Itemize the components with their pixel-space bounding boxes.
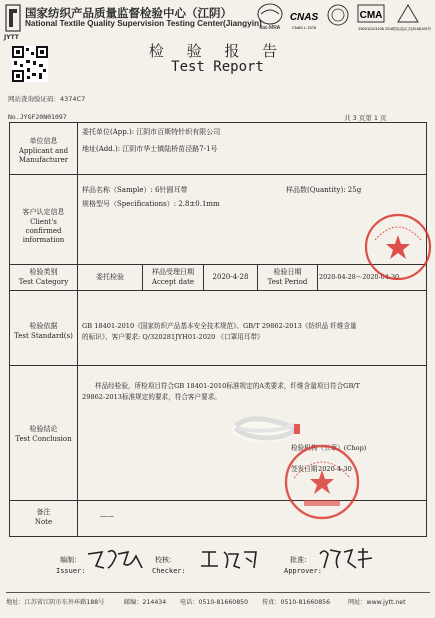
standard-line-1: GB 18401-2010《国家纺织产品基本安全技术规范》、GB/T 29862-2013《纺织品 纤维含量	[82, 322, 357, 330]
ilac-mra-icon	[256, 2, 284, 32]
issue-date-value: 2020-4-30	[318, 465, 352, 473]
client-label-cn: 客户认定信息	[22, 208, 65, 216]
accept-date-label-cn: 样品受理日期	[152, 268, 194, 276]
cal-mark-icon	[385, 2, 431, 32]
note-label-cn: 备注	[36, 508, 51, 516]
address-value: 地址(Add.): 江阴市华士镇陆桥苗泾路7-1号	[82, 145, 218, 153]
footer-phone: 电话：0510-81660850	[180, 599, 249, 606]
cma-number: 150011113106	[358, 26, 384, 31]
unit-label-en-2: Manufacturer	[18, 156, 69, 164]
footer-postcode: 邮编：214434	[124, 599, 167, 606]
cert-number-3: 2018国认监认字(2018)105号	[385, 27, 431, 31]
chop-label: 检验机构（公章）(Chop)	[291, 444, 367, 452]
standard-label-cn: 检验依据	[29, 322, 58, 330]
issuer-label-en: Issuer:	[56, 567, 86, 575]
conclusion-line-2: 29862-2013标准规定的要求，符合客户要求。	[82, 393, 221, 401]
china-cert-icon	[323, 2, 353, 32]
footer-fax: 传真：0510-81660856	[262, 599, 331, 606]
conclusion-label-cn: 检验结论	[29, 425, 58, 433]
logo-caption: JYTT	[4, 34, 19, 41]
issuer-label-cn: 编制：	[60, 556, 81, 564]
category-value: 委托检验	[96, 273, 124, 281]
cma-mark-label: CMA	[359, 10, 383, 21]
label-column-divider	[77, 122, 78, 537]
footer-address: 地址：江苏省江阴市东外环路188号	[6, 599, 105, 606]
issuer-signature	[84, 546, 148, 574]
row-divider-5	[9, 500, 427, 501]
org-name-en: National Textile Quality Supervision Testing Center(Jiangyin)	[25, 19, 262, 28]
accept-date-value: 2020-4-28	[212, 273, 249, 281]
table-border-right	[426, 122, 427, 537]
cnas-icon	[288, 2, 320, 32]
conclusion-label-en: Test Conclusion	[15, 435, 72, 443]
standard-label-en: Test Standard(s)	[14, 332, 73, 340]
client-label-en-2: confirmed	[25, 227, 62, 235]
applicant-value: 委托单位(App.): 江阴市百斯特针织有限公司	[82, 128, 221, 136]
client-label-en-1: Client's	[30, 218, 57, 226]
conclusion-line-1: 样品经检验，所检项目符合GB 18401-2010标准规定的A类要求，纤维含量项目符合GB/T	[95, 382, 360, 390]
unit-label-cn: 单位信息	[29, 137, 58, 145]
verify-code: 网站查询验证码：4374C7	[8, 95, 86, 103]
sample-spec: 规格型号（Specifications）: 2.8±0.1mm	[82, 200, 220, 208]
row-divider-3	[9, 290, 427, 291]
category-label-cn: 检验类别	[29, 268, 58, 276]
approver-label-cn: 批准：	[290, 556, 311, 564]
note-label-en: Note	[34, 518, 53, 526]
footer-rule	[6, 592, 430, 593]
row-divider-4	[9, 365, 427, 366]
org-name-cn: 国家纺织产品质量监督检验中心（江阴）	[25, 6, 232, 20]
test-period-label-cn: 检验日期	[273, 268, 302, 276]
row-divider-1	[9, 174, 427, 175]
cnas-mark-label: CNAS	[289, 12, 319, 23]
official-seal-stamp	[361, 210, 435, 284]
checker-signature	[198, 546, 260, 572]
unit-label-en-1: Applicant and	[18, 147, 69, 155]
accept-date-label-en: Accept date	[151, 278, 195, 286]
sample-quantity: 样品数(Quantity): 25g	[286, 186, 362, 194]
approver-label-en: Approver:	[284, 567, 322, 575]
title-en: Test Report	[171, 59, 264, 75]
approver-signature	[316, 544, 380, 574]
test-period-value: 2020-04-28～2020-04-30	[319, 273, 400, 281]
test-period-label-en: Test Period	[267, 278, 308, 286]
issue-date-label: 签发日期	[291, 465, 318, 473]
inspection-seal-stamp	[280, 440, 367, 524]
checker-label-cn: 校核：	[155, 556, 176, 564]
title-cn: 检 验 报 告	[148, 42, 287, 60]
category-divider-4	[317, 264, 318, 291]
client-label-en-3: information	[22, 236, 65, 244]
note-value: ——	[100, 512, 114, 520]
checker-label-en: Checker:	[152, 567, 186, 575]
table-border-top	[9, 122, 427, 123]
footer-website: 网址：www.jytt.net	[348, 599, 406, 606]
page-info: 共 3 页第 1 页	[344, 114, 387, 122]
category-label-en: Test Category	[18, 278, 69, 286]
cnas-number: CNAS L 1576	[291, 25, 317, 30]
standard-line-2: 的标识》、客户要求: Q/320281JYH01-2020 《口罩用耳带》	[82, 333, 264, 341]
sample-name: 样品名称（Sample）: 6针圆耳带	[82, 186, 188, 194]
cma-icon	[356, 2, 386, 32]
table-border-bottom	[9, 536, 427, 537]
ilac-mark-label: ilac-MRA	[259, 25, 281, 31]
report-number: No.JYGF20N01097	[8, 113, 67, 121]
